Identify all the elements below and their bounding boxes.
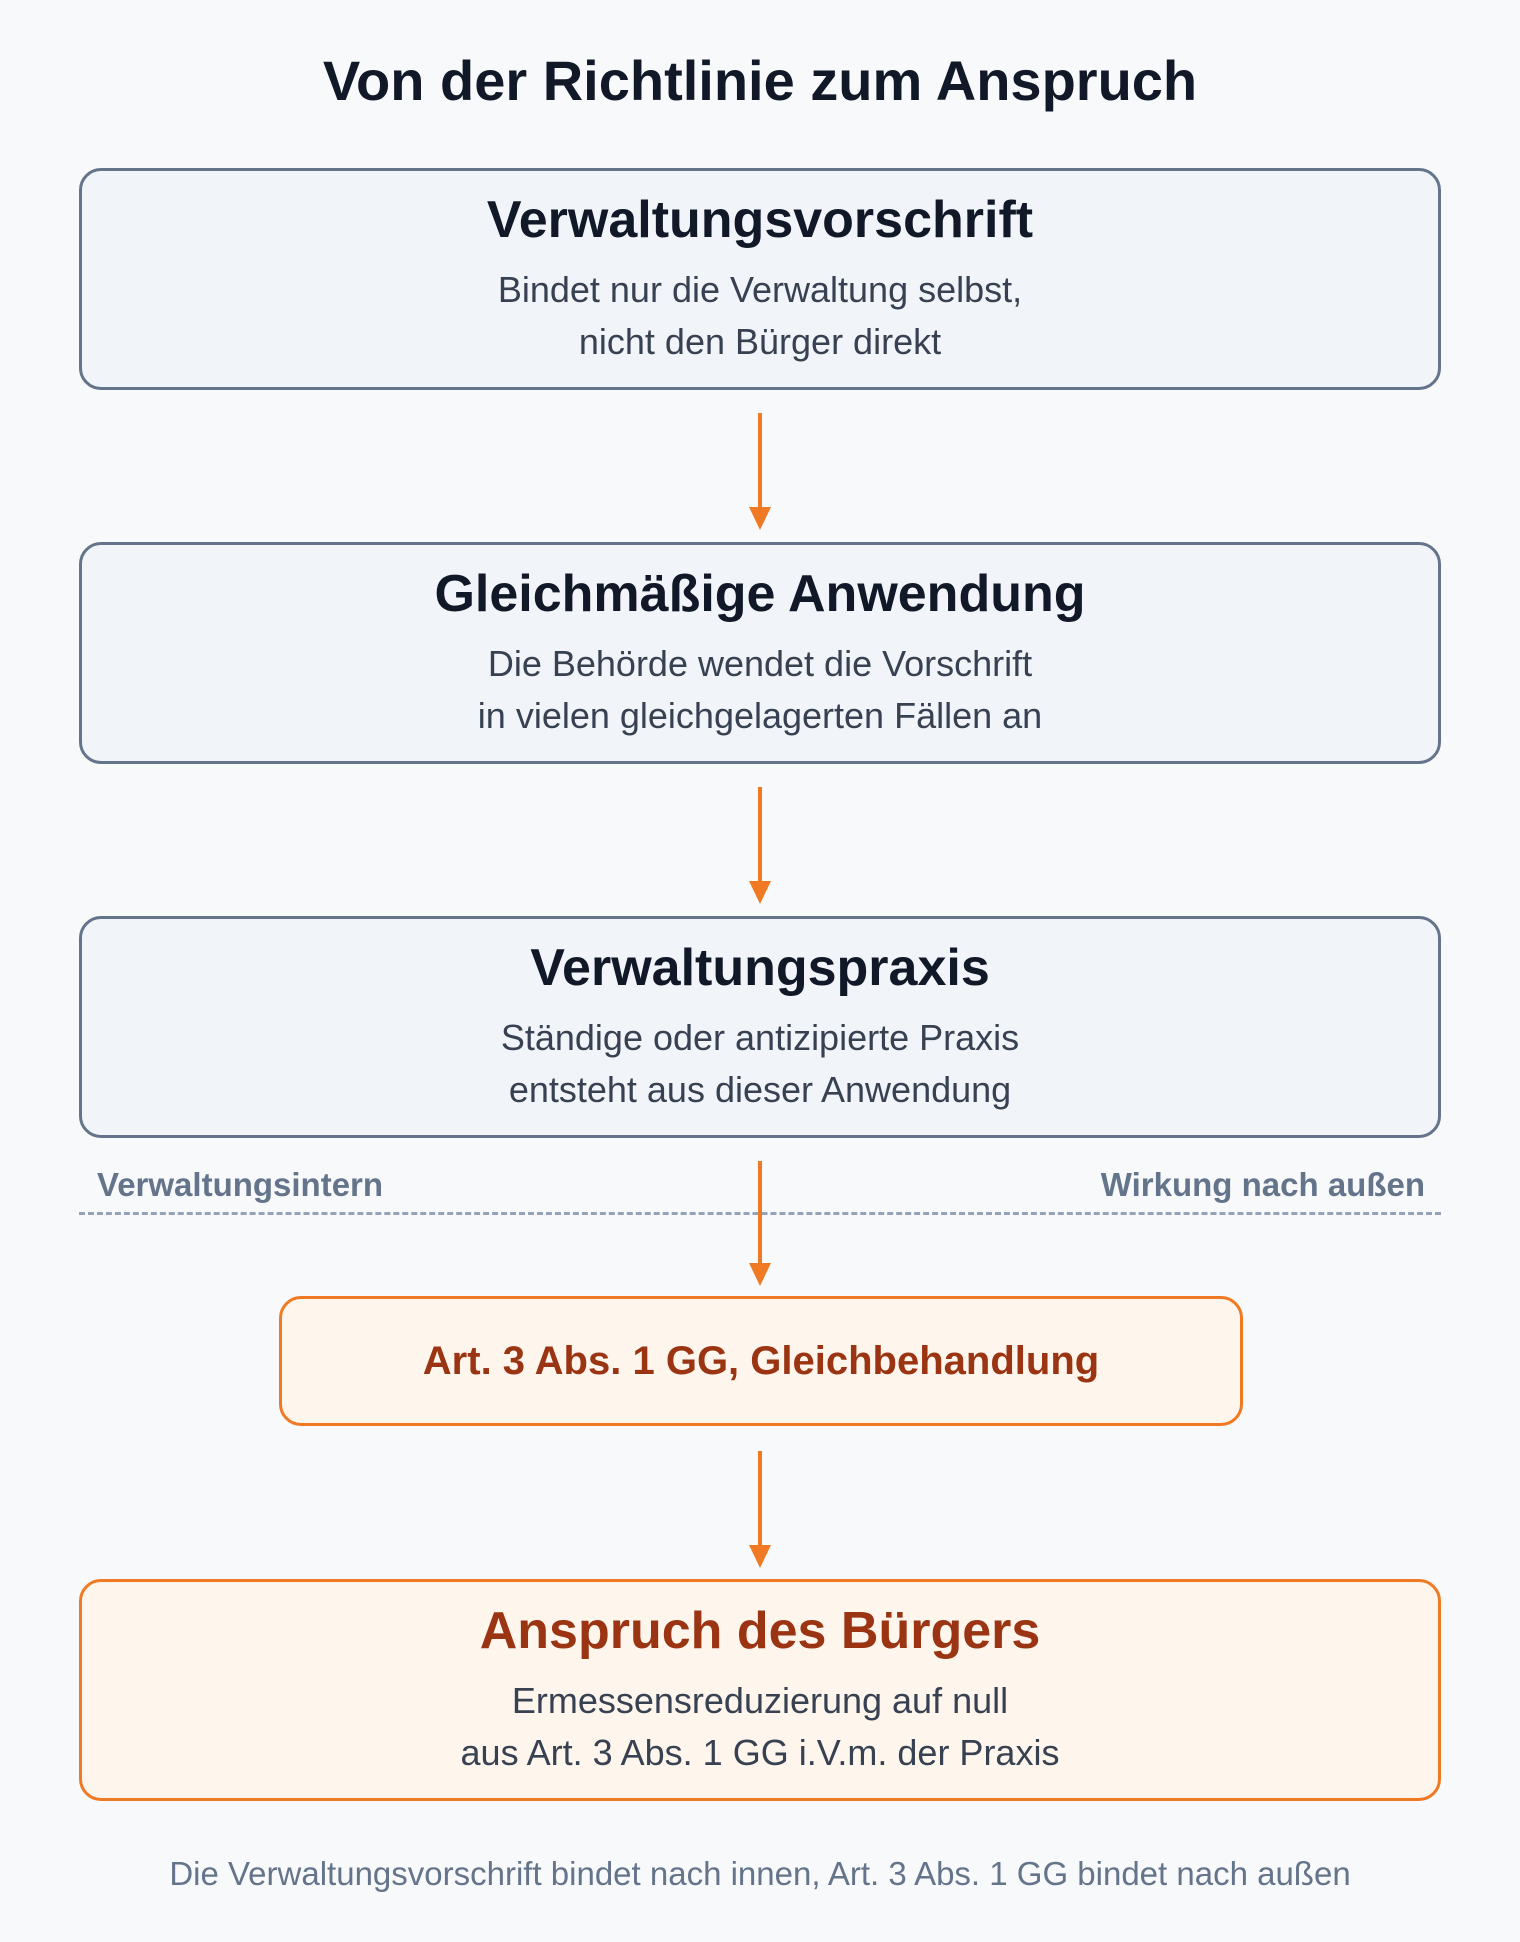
step-description-line-2: in vielen gleichgelagerten Fällen an [477, 695, 1043, 736]
step-description-line-1: Ständige oder antizipierte Praxis [500, 1017, 1020, 1058]
zone-label-intern: Verwaltungsintern [97, 1166, 384, 1203]
step-anspruch-des-buergers [79, 1579, 1441, 1801]
flow-arrow-3 [748, 1161, 772, 1287]
step-description-line-2: entsteht aus dieser Anwendung [508, 1069, 1012, 1110]
step-heading: Gleichmäßige Anwendung [434, 565, 1086, 623]
step-heading: Verwaltungspraxis [530, 939, 990, 997]
step-gleichbehandlung [279, 1296, 1243, 1426]
step-heading: Verwaltungsvorschrift [486, 191, 1034, 249]
footer-note: Die Verwaltungsvorschrift bindet nach innen, Art. 3 Abs. 1 GG bindet nach außen [169, 1855, 1351, 1892]
step-heading: Art. 3 Abs. 1 GG, Gleichbehandlung [422, 1338, 1100, 1383]
step-description-line-1: Bindet nur die Verwaltung selbst, [497, 269, 1023, 310]
step-heading: Anspruch des Bürgers [479, 1602, 1041, 1660]
flow-arrow-2 [748, 787, 772, 905]
step-verwaltungspraxis [79, 916, 1441, 1138]
zone-label-aussen: Wirkung nach außen [1100, 1166, 1425, 1203]
diagram-title: Von der Richtlinie zum Anspruch [322, 49, 1198, 112]
flow-arrow-4 [748, 1451, 772, 1569]
step-description-line-1: Ermessensreduzierung auf null [511, 1680, 1009, 1721]
step-verwaltungsvorschrift [79, 168, 1441, 390]
step-description-line-1: Die Behörde wendet die Vorschrift [487, 643, 1033, 684]
step-gleichmaessige-anwendung [79, 542, 1441, 764]
step-description-line-2: aus Art. 3 Abs. 1 GG i.V.m. der Praxis [460, 1732, 1060, 1773]
step-description-line-2: nicht den Bürger direkt [578, 321, 942, 362]
flow-arrow-1 [748, 413, 772, 531]
